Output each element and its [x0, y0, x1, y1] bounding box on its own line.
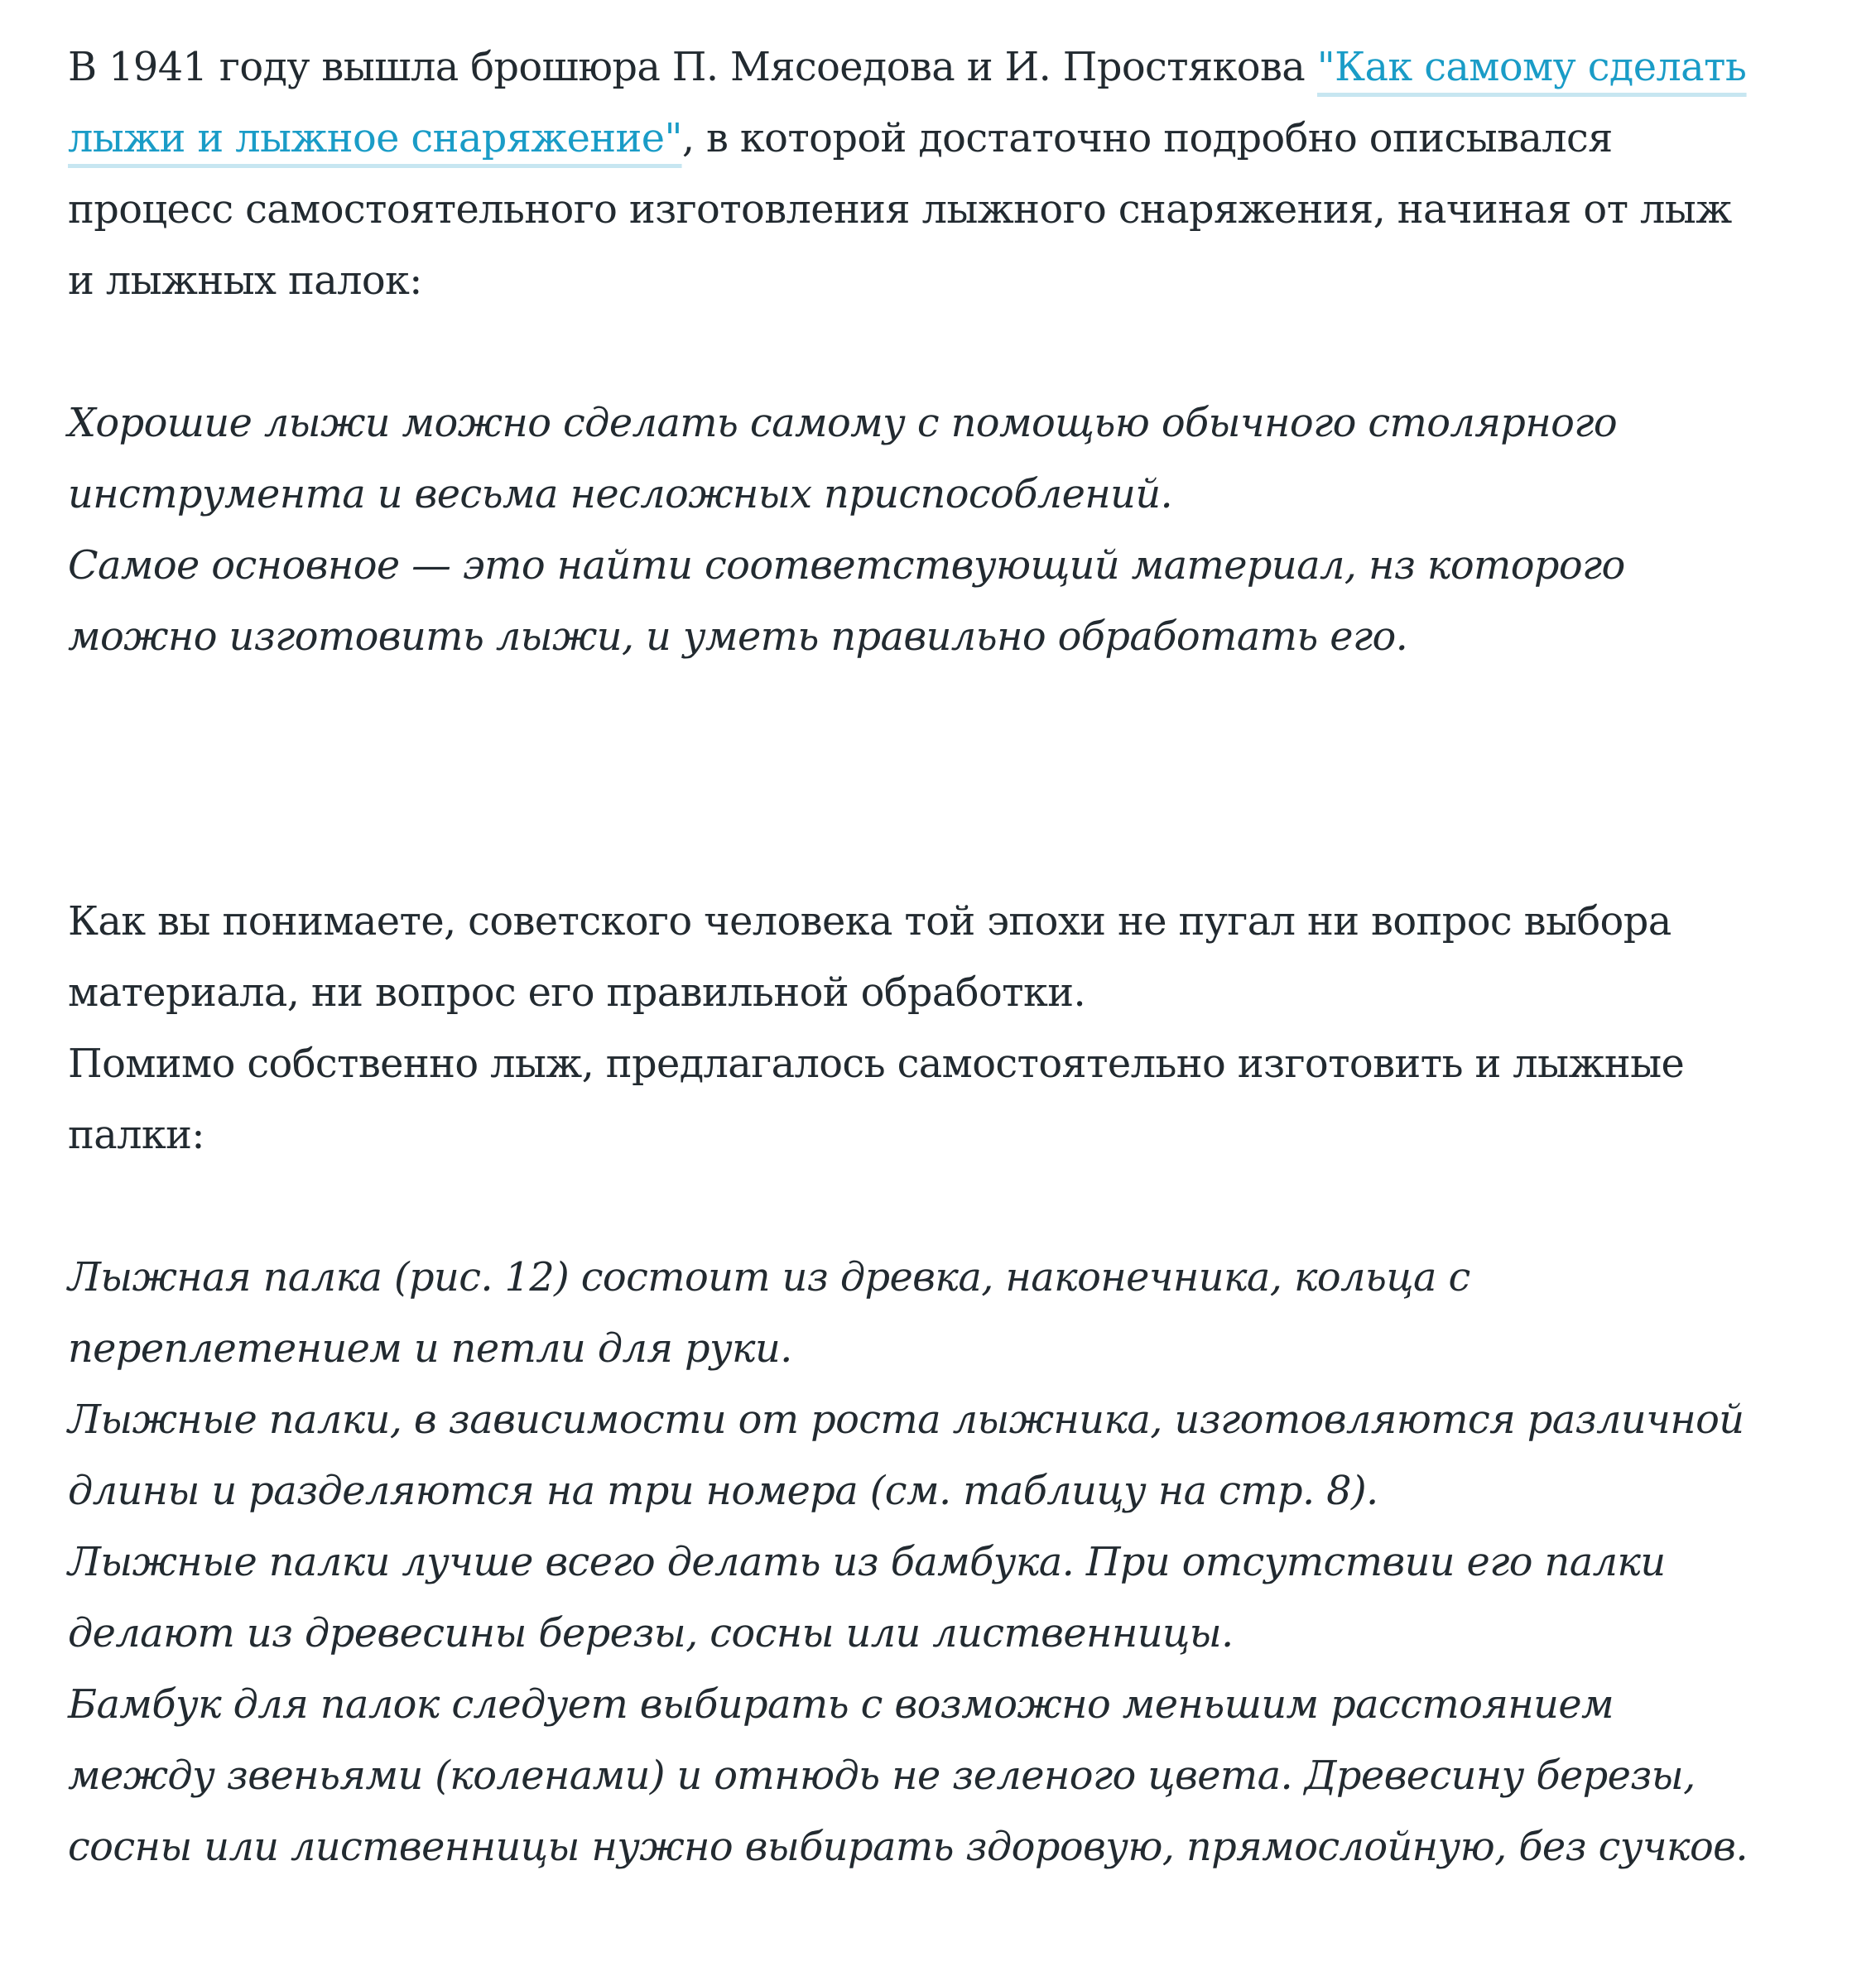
intro-text-continued: , в которой достаточно подробно описывался — [681, 115, 1613, 161]
quote-line: делают из древесины березы, сосны или лиственницы. — [68, 1610, 1234, 1656]
quote-line: сосны или лиственницы нужно выбирать здоровую, прямослойную, без сучков. — [68, 1824, 1748, 1870]
commentary-line: Помимо собственно лыж, предлагалось самостоятельно изготовить и лыжные — [68, 1041, 1685, 1087]
commentary-line: Как вы понимаете, советского человека той эпохи не пугал ни вопрос выбора — [68, 898, 1672, 945]
quote-line: переплетением и петли для руки. — [68, 1325, 792, 1372]
intro-text-start: В 1941 году вышла брошюра П. Мясоедова и И. Простякова — [68, 44, 1317, 90]
quote-line: Хорошие лыжи можно сделать самому с помощью обычного столярного — [68, 400, 1618, 446]
blank-space — [68, 743, 1856, 886]
quote-line: Лыжная палка (рис. 12) состоит из древка, наконечника, кольца с — [68, 1254, 1470, 1301]
intro-line-1 — [68, 31, 1848, 103]
intro-line-4: и лыжных палок: — [68, 257, 422, 304]
quote-line: Самое основное — это найти соответствующий материал, нз которого — [68, 542, 1625, 589]
commentary-line: палки: — [68, 1112, 204, 1158]
quote-skis — [68, 387, 1856, 672]
quote-line: Лыжные палки, в зависимости от роста лыжника, изготовляются различной — [68, 1397, 1744, 1443]
quote-line: Лыжные палки лучше всего делать из бамбука. При отсутствии его палки — [68, 1539, 1666, 1585]
quote-poles — [68, 1242, 1856, 1882]
intro-line-2 — [68, 103, 1848, 174]
quote-line: инструмента и весьма несложных приспособлений. — [68, 471, 1173, 517]
brochure-link-part-2[interactable]: лыжи и лыжное снаряжение" — [68, 115, 682, 168]
quote-line: между звеньями (коленами) и отнюдь не зеленого цвета. Древесину березы, — [68, 1752, 1696, 1799]
quote-line: Бамбук для палок следует выбирать с возможно меньшим расстоянием — [68, 1681, 1614, 1728]
brochure-link-part-1[interactable]: "Как самому сделать — [1317, 44, 1747, 97]
intro-line-3: процесс самостоятельного изготовления лыжного снаряжения, начиная от лыж — [68, 186, 1732, 233]
article-body — [68, 31, 1856, 1954]
intro-paragraph — [68, 31, 1856, 316]
quote-line: можно изготовить лыжи, и уметь правильно обработать его. — [68, 613, 1408, 660]
commentary-paragraph — [68, 886, 1856, 1171]
commentary-line: материала, ни вопрос его правильной обработки. — [68, 969, 1086, 1016]
quote-line: длины и разделяются на три номера (см. таблицу на стр. 8). — [68, 1468, 1378, 1514]
